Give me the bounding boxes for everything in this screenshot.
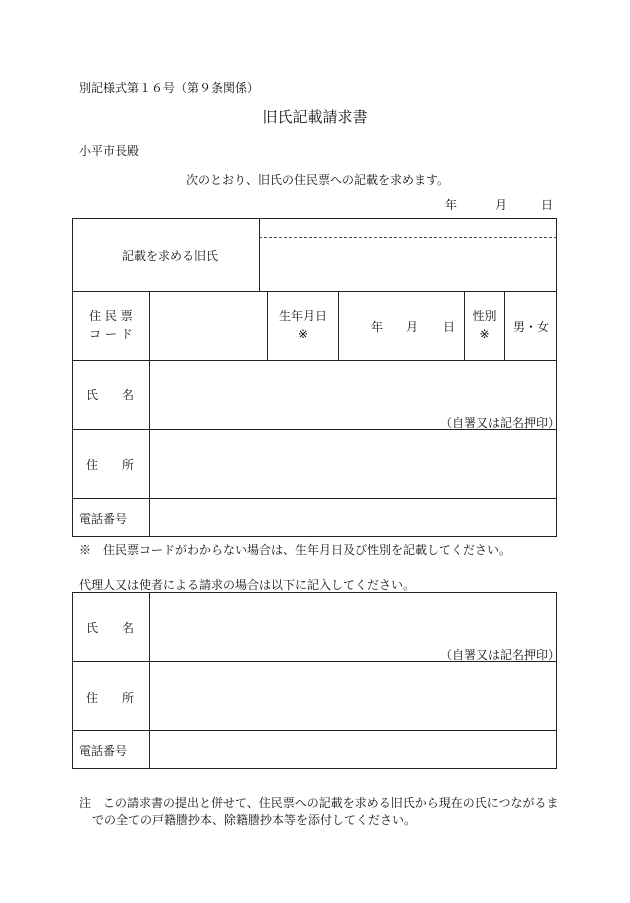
dob-month[interactable]: 月	[406, 320, 419, 334]
form-number: 別記様式第１６号（第９条関係）	[79, 81, 260, 95]
footnote-line-1: 注 この請求書の提出と併せて、住民票への記載を求める旧氏から現在の氏につながるま	[79, 796, 559, 810]
phone-label: 電話番号	[79, 512, 128, 526]
phone-input[interactable]	[151, 500, 555, 535]
agent-intro: 代理人又は使者による請求の場合は以下に記入してください。	[79, 578, 416, 592]
old-surname-label: 記載を求める旧氏	[122, 249, 219, 263]
agent-sign-note: （自署又は記名押印）	[440, 648, 561, 662]
date-day: 日	[541, 198, 554, 212]
resident-code-label: 住 民 票 コ ー ド	[89, 309, 133, 341]
sex-options[interactable]: 男・女	[513, 320, 550, 334]
resident-code-input[interactable]	[151, 293, 265, 358]
agent-address-label: 住 所	[86, 691, 135, 705]
name-label: 氏 名	[86, 388, 135, 402]
address-input[interactable]	[151, 431, 555, 496]
footnote-line-2: での全ての戸籍謄抄本、除籍謄抄本等を添付してください。	[92, 813, 417, 827]
agent-address-input[interactable]	[151, 663, 555, 728]
document-title: 旧氏記載請求書	[262, 108, 368, 126]
agent-phone-label: 電話番号	[79, 744, 128, 758]
agent-name-label: 氏 名	[86, 621, 135, 635]
date-month: 月	[495, 198, 508, 212]
addressee: 小平市長殿	[79, 144, 140, 158]
dob-year[interactable]: 年	[371, 320, 384, 334]
address-label: 住 所	[86, 458, 135, 472]
sign-note: （自署又は記名押印）	[440, 416, 561, 430]
asterisk-note: ※ 住民票コードがわからない場合は、生年月日及び性別を記載してください。	[79, 543, 512, 557]
date-year: 年	[445, 198, 458, 212]
name-input[interactable]	[151, 362, 555, 412]
agent-name-input[interactable]	[151, 594, 555, 644]
intro-text: 次のとおり、旧氏の住民票への記載を求めます。	[186, 173, 450, 187]
old-surname-input[interactable]	[261, 239, 555, 289]
dob-day[interactable]: 日	[443, 320, 456, 334]
agent-phone-input[interactable]	[151, 732, 555, 767]
sex-label: 性別 ※	[472, 309, 497, 341]
dob-label: 生年月日 ※	[278, 309, 327, 341]
